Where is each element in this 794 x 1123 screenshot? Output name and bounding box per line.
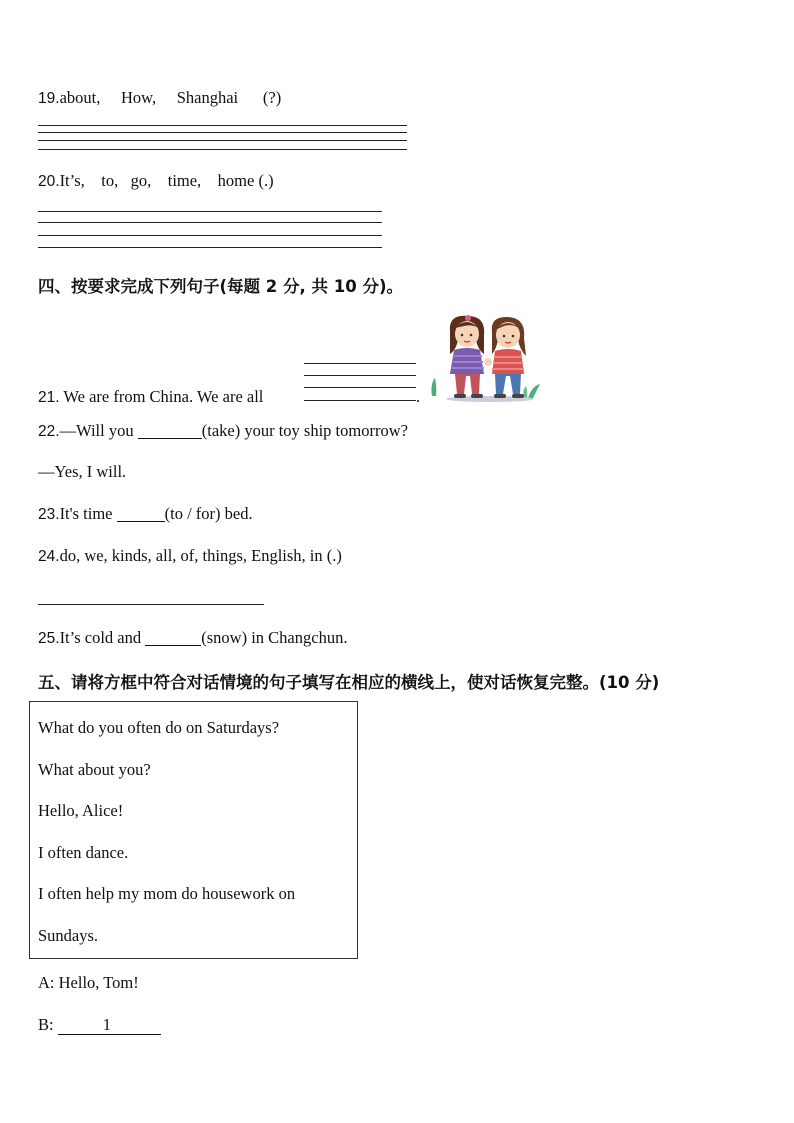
option-box [29,701,358,959]
question-number: 22. [38,423,60,440]
question-suffix: (to / for) bed. [164,504,253,523]
option-sentence: I often help my mom do housework on [38,884,296,903]
answer-line[interactable] [38,222,382,223]
two-girls-illustration [428,310,542,404]
question-suffix: (snow) in Changchun. [201,628,348,647]
section-4-heading: 四、按要求完成下列句子(每题 2 分, 共 10 分)。 [38,277,404,296]
option-sentence: What about you? [38,760,151,779]
fill-blank[interactable] [138,422,202,440]
sentence-period: . [416,387,421,406]
answer-line[interactable] [38,149,407,150]
answer-line[interactable] [38,125,407,126]
dialogue-line-a: A: Hello, Tom! [38,973,139,992]
question-words: do, we, kinds, all, of, things, English, in (.) [59,546,342,565]
answer-line[interactable] [38,140,407,141]
question-suffix: (take) your toy ship tomorrow? [201,421,408,440]
question-24 [38,546,342,566]
question-prefix: It’s cold and [59,628,142,647]
fill-blank[interactable] [117,505,165,523]
option-sentence: Hello, Alice! [38,801,124,820]
fill-blank[interactable] [145,629,201,647]
question-text: We are from China. We are all [63,387,264,406]
answer-line[interactable] [304,387,416,388]
speaker-label: B: [38,1015,54,1034]
question-23 [38,504,253,524]
answer-line[interactable] [304,400,416,401]
question-prefix: It's time [59,504,113,523]
answer-line[interactable] [38,604,264,605]
answer-line[interactable] [304,375,416,376]
dialogue-line-b [38,1015,161,1035]
answer-line[interactable] [38,247,382,248]
question-22-answer: —Yes, I will. [38,462,127,481]
question-20 [38,171,274,191]
question-prefix: —Will you [59,421,134,440]
question-words: about, How, Shanghai (?) [59,88,282,107]
question-number: 23. [38,506,60,523]
question-21 [38,387,263,407]
answer-line[interactable] [38,235,382,236]
option-sentence: I often dance. [38,843,129,862]
blank-number: 1 [102,1015,111,1034]
answer-line[interactable] [38,132,407,133]
question-19 [38,88,281,108]
question-number: 19. [38,90,60,107]
question-25 [38,628,347,648]
option-sentence: What do you often do on Saturdays? [38,718,280,737]
section-5-heading: 五、请将方框中符合对话情境的句子填写在相应的横线上，使对话恢复完整。(10 分) [38,673,660,692]
answer-line[interactable] [304,363,416,364]
question-number: 24. [38,548,60,565]
answer-line[interactable] [38,211,382,212]
question-number: 25. [38,630,60,647]
question-words: It’s, to, go, time, home (.) [59,171,274,190]
question-22 [38,421,408,441]
option-sentence: Sundays. [38,926,99,945]
fill-blank[interactable] [58,1016,161,1035]
question-number: 20. [38,173,60,190]
question-number: 21. [38,389,60,406]
